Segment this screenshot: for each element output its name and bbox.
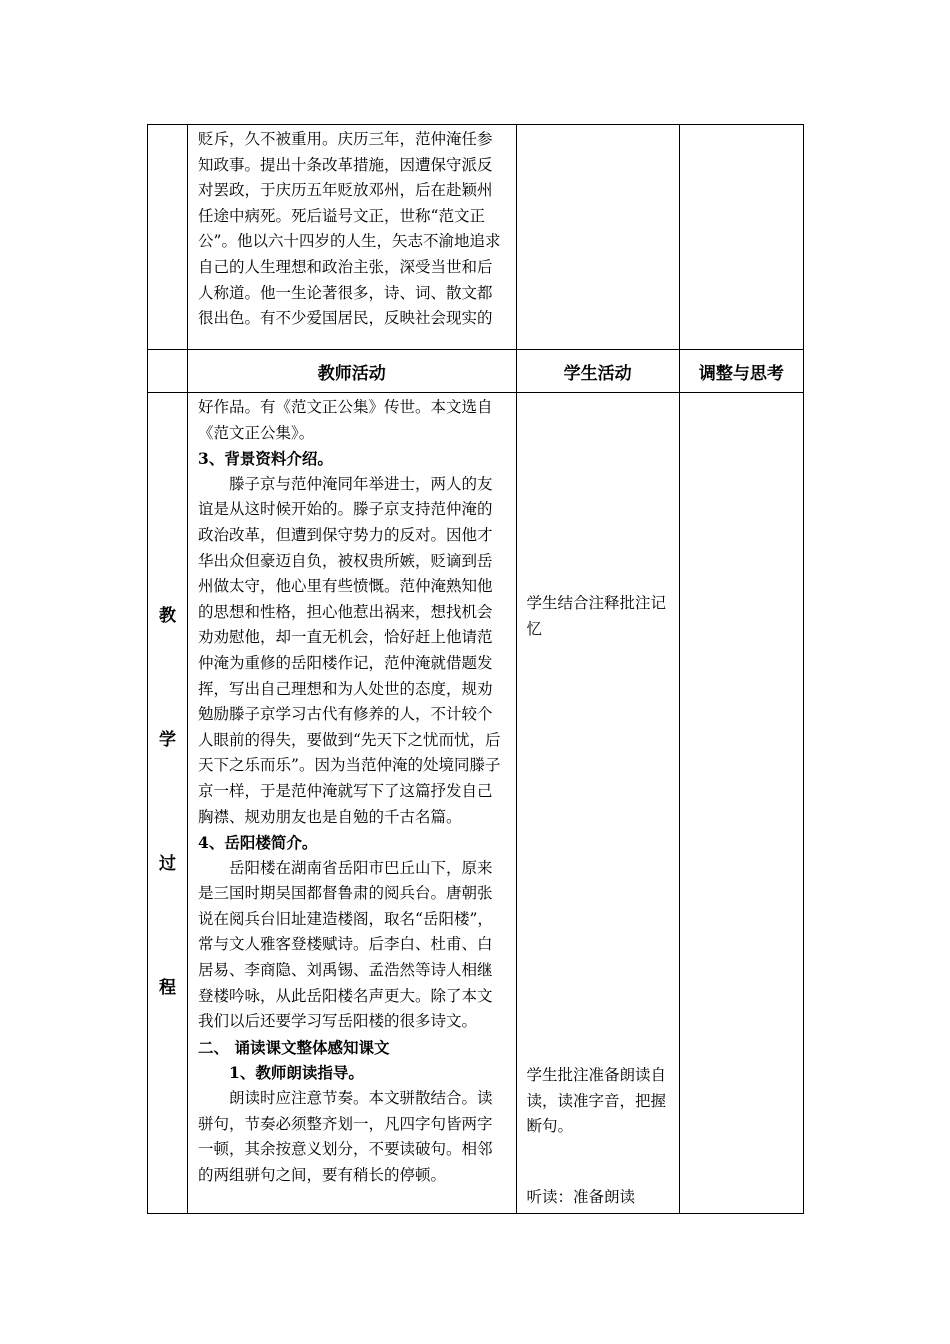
student-note: 学生批注准备朗读自读，读准字音，把握断句。	[526, 1066, 667, 1136]
student-activity-cell	[516, 393, 679, 1214]
section-heading: 1、教师朗读指导。	[229, 1063, 364, 1083]
student-note: 听读：准备朗读	[526, 1188, 636, 1206]
student-note: 学生结合注释批注记忆	[526, 594, 667, 638]
process-row	[148, 393, 804, 1214]
continuation-text: 贬斥，久不被重用。庆历三年，范仲淹任参知政事。提出十条改革措施，因遭保守派反对罢政，于庆历五年贬放邓州，后在赴颖州任途中病死。死后谥号文正，世称“范文正公”。他以六十四岁的人生，矢志不渝地追求自己的人生理想和政治主张，深受当世和后人称道。他一生论著很多，诗、词、散文都很出色。有不少爱国居民，反映社会现实的	[198, 130, 501, 328]
side-label-cell	[148, 393, 188, 1214]
section-heading: 4、岳阳楼简介。	[198, 833, 318, 853]
side-char-2: 学	[159, 730, 177, 750]
teacher-paragraph: 滕子京与范仲淹同年举进士，两人的友谊是从这时候开始的。滕子京支持范仲淹的政治改革，但遭到保守势力的反对。因他才华出众但豪迈自负，被权贵所嫉，贬谪到岳州做太守，他心里有些愤慨。范仲淹熟知他的思想和性格，担心他惹出祸来，想找机会劝劝慰他，却一直无机会，恰好赶上他请范仲淹为重修的岳阳楼作记，范仲淹就借题发挥，写出自己理想和为人处世的态度，规劝勉励滕子京学习古代有修养的人，不计较个人眼前的得失，要做到“先天下之忧而忧，后天下之乐而乐”。因为当范仲淹的处境同滕子京一样，于是范仲淹就写下了这篇抒发自己胸襟、规劝朋友也是自勉的千古名篇。	[198, 474, 501, 826]
header-row	[148, 350, 804, 393]
section-heading: 3、背景资料介绍。	[198, 449, 333, 469]
side-char-4: 程	[159, 978, 177, 998]
lesson-plan-table	[147, 124, 804, 1214]
teacher-paragraph: 岳阳楼在湖南省岳阳市巴丘山下，原来是三国时期吴国都督鲁肃的阅兵台。唐朝张说在阅兵台旧址建造楼阁，取名“岳阳楼”，常与文人雅客登楼赋诗。后李白、杜甫、白居易、李商隐、刘禹锡、孟浩然等诗人相继登楼吟咏，从此岳阳楼名声更大。除了本文我们以后还要学习写岳阳楼的很多诗文。	[198, 858, 493, 1031]
header-blank	[148, 350, 188, 393]
teacher-activity-cell	[188, 393, 517, 1214]
teacher-paragraph: 朗读时应注意节奏。本文骈散结合。读骈句，节奏必须整齐划一，凡四字句皆两字一顿，其余按意义划分，不要读破句。相邻的两组骈句之间，要有稍长的停顿。	[198, 1089, 493, 1184]
side-char-3: 过	[159, 854, 177, 874]
continuation-row	[148, 125, 804, 350]
teacher-continuation-cell	[188, 125, 517, 350]
teacher-paragraph: 好作品。有《范文正公集》传世。本文选自《范文正公集》。	[198, 398, 493, 442]
header-teacher: 教师活动	[188, 350, 517, 393]
header-student: 学生活动	[516, 350, 679, 393]
adjust-reflect-cell	[679, 393, 803, 1214]
header-adjust: 调整与思考	[679, 350, 803, 393]
side-char-1: 教	[159, 606, 177, 626]
blank-adjust-cell	[679, 125, 803, 350]
blank-side-cell	[148, 125, 188, 350]
blank-student-cell	[516, 125, 679, 350]
section-heading: 二、 诵读课文整体感知课文	[198, 1037, 390, 1057]
